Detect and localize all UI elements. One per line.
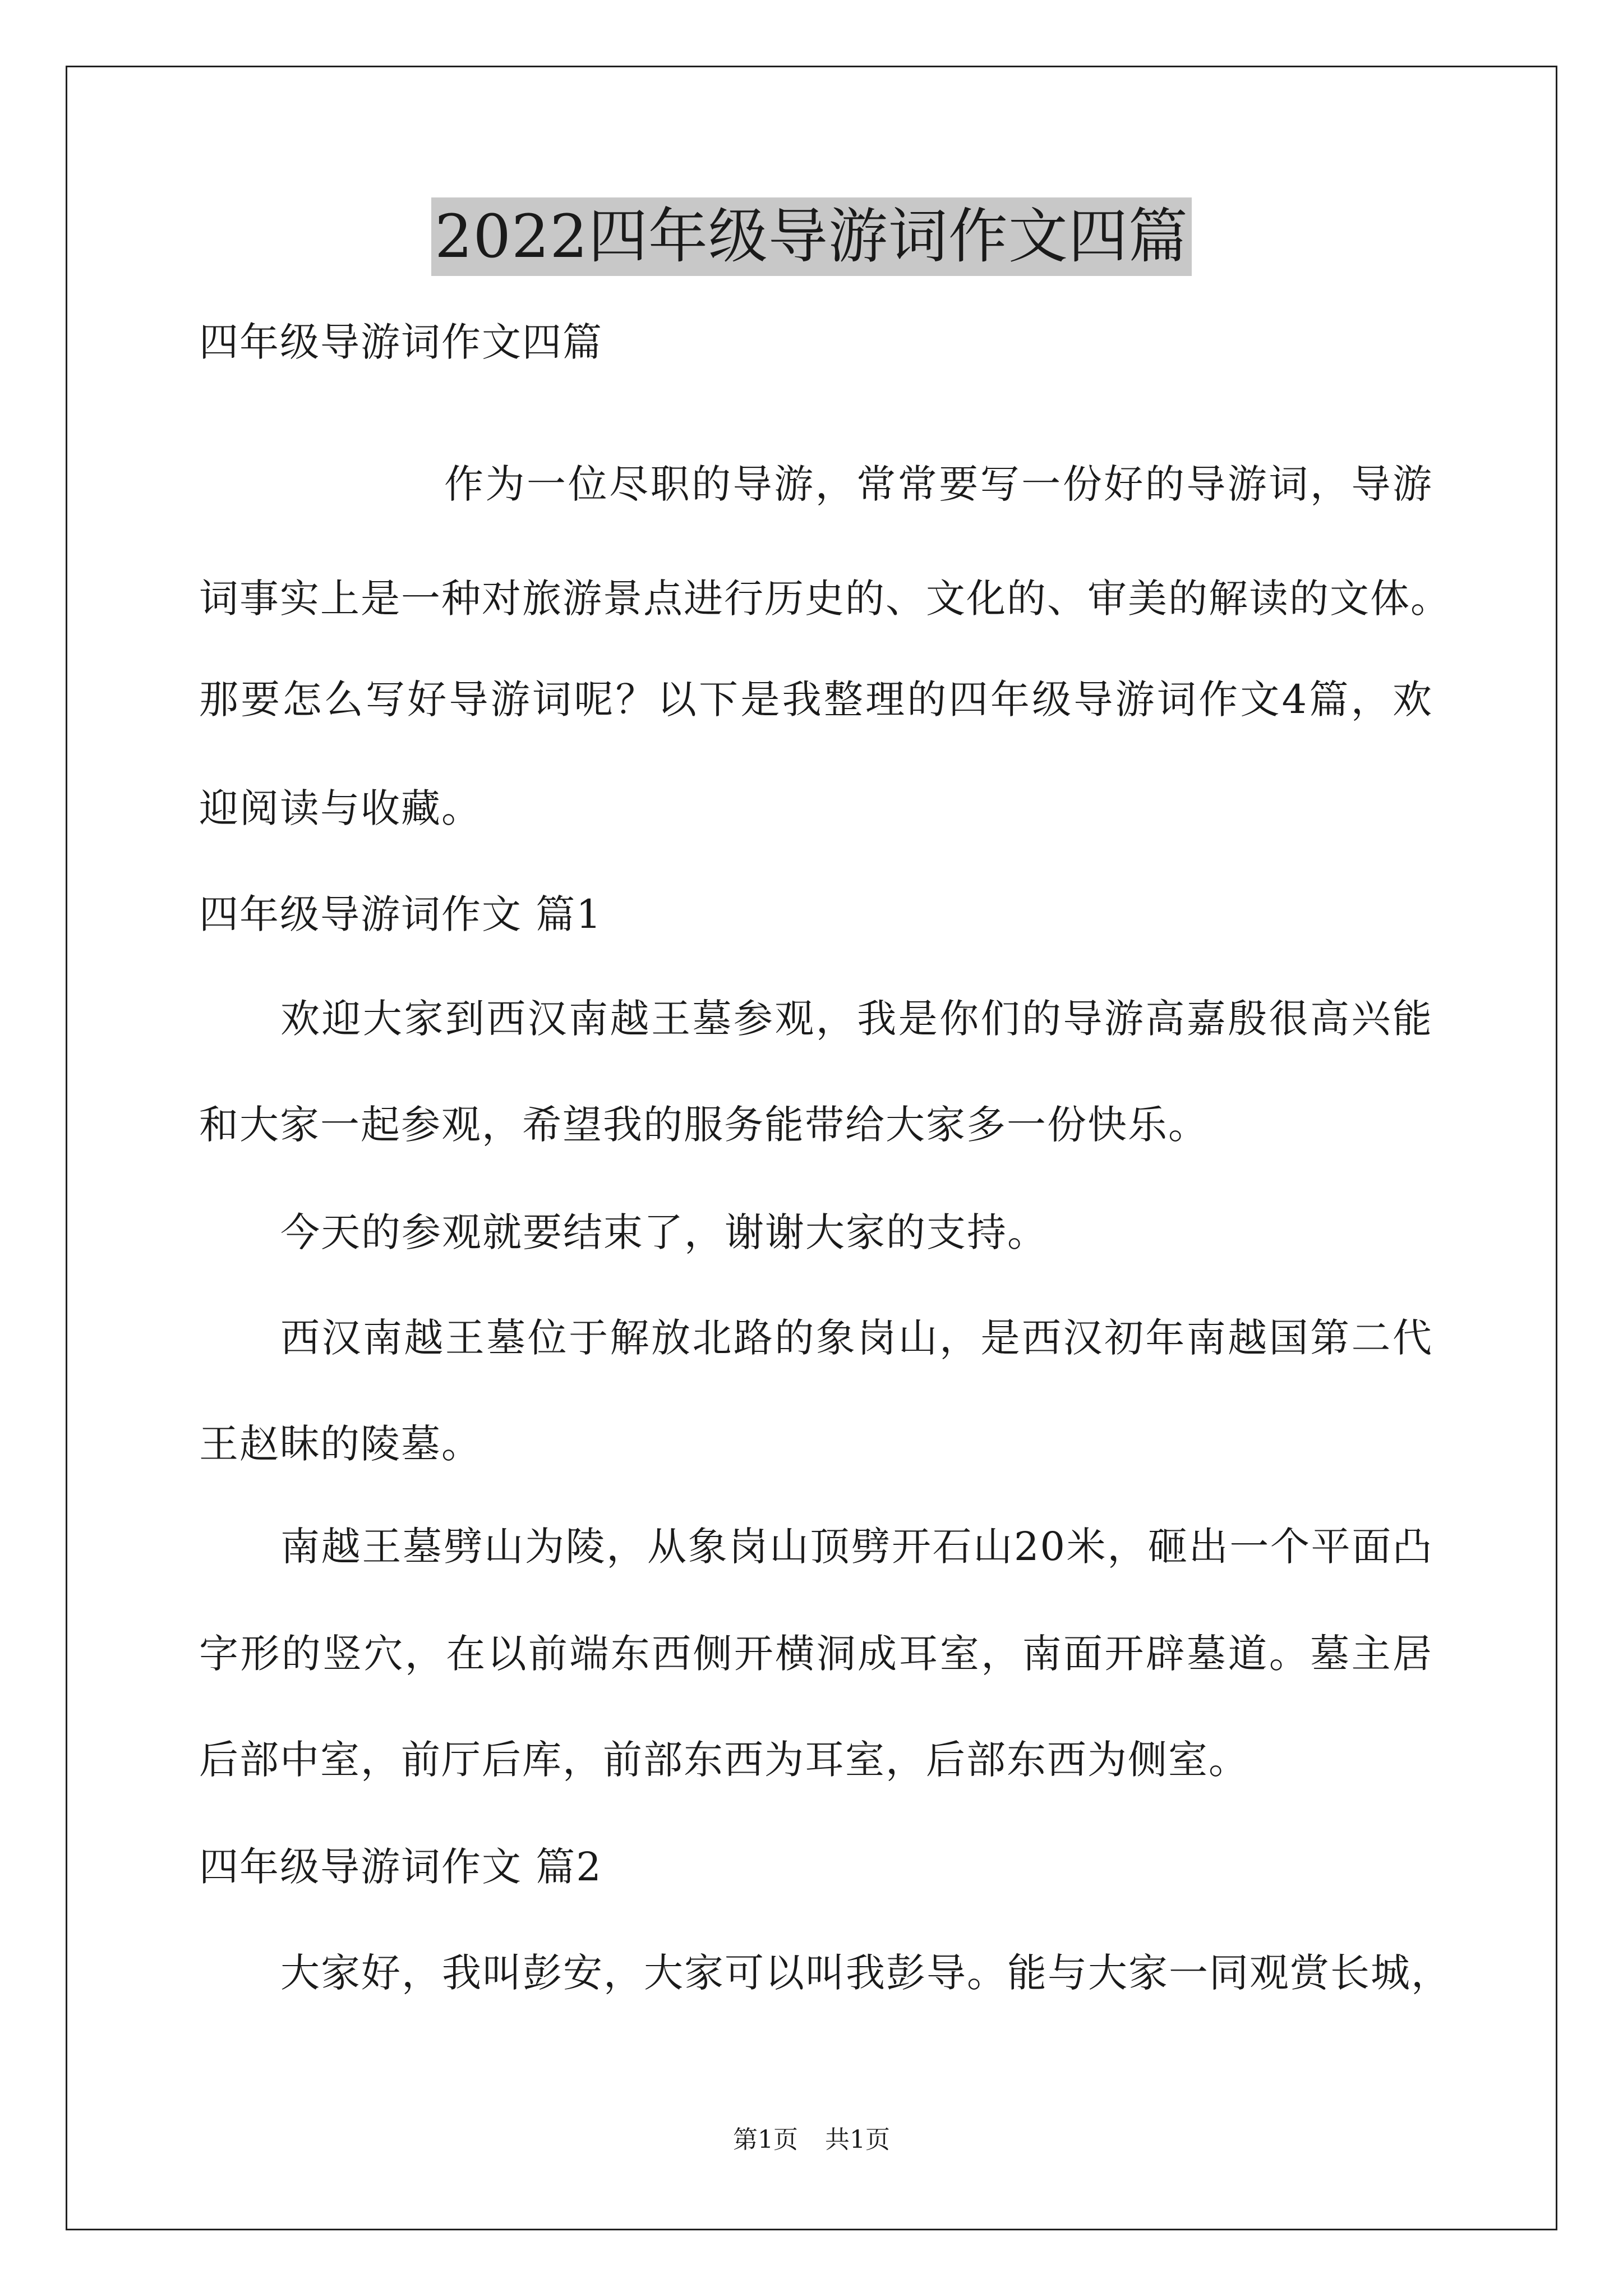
paragraph-line: 南越王墓劈山为陵，从象岗山顶劈开石山20米，砸出一个平面凸: [280, 1524, 1433, 1570]
title-container: [0, 197, 1623, 276]
paragraph-line: 迎阅读与收藏。: [199, 785, 482, 831]
paragraph-line: 作为一位尽职的导游，常常要写一份好的导游词，导游: [444, 461, 1433, 507]
paragraph-line: 西汉南越王墓位于解放北路的象岗山，是西汉初年南越国第二代: [280, 1315, 1433, 1361]
section-heading: 四年级导游词作文 篇1: [199, 891, 602, 937]
document-title: 2022四年级导游词作文四篇: [431, 197, 1192, 276]
paragraph-line: 今天的参观就要结束了，谢谢大家的支持。: [280, 1209, 1048, 1255]
paragraph-line: 王赵眜的陵墓。: [199, 1421, 482, 1467]
paragraph-line: 欢迎大家到西汉南越王墓参观，我是你们的导游高嘉殷很高兴能: [280, 996, 1433, 1042]
paragraph-line: 那要怎么写好导游词呢？以下是我整理的四年级导游词作文4篇，欢: [199, 677, 1433, 723]
subtitle-line: 四年级导游词作文四篇: [199, 319, 603, 365]
paragraph-line: 词事实上是一种对旅游景点进行历史的、文化的、审美的解读的文体。: [199, 576, 1451, 622]
page-total: 共1页: [825, 2125, 890, 2154]
section-heading: 四年级导游词作文 篇2: [199, 1844, 602, 1890]
page-footer: [0, 2123, 1623, 2157]
paragraph-line: 字形的竖穴，在以前端东西侧开横洞成耳室，南面开辟墓道。墓主居: [199, 1631, 1433, 1677]
paragraph-line: 大家好，我叫彭安，大家可以叫我彭导。能与大家一同观赏长城，: [280, 1950, 1451, 1996]
paragraph-line: 后部中室，前厅后库，前部东西为耳室，后部东西为侧室。: [199, 1737, 1249, 1783]
paragraph-line: 和大家一起参观，希望我的服务能带给大家多一份快乐。: [199, 1102, 1209, 1148]
page-number: 第1页: [733, 2125, 798, 2154]
